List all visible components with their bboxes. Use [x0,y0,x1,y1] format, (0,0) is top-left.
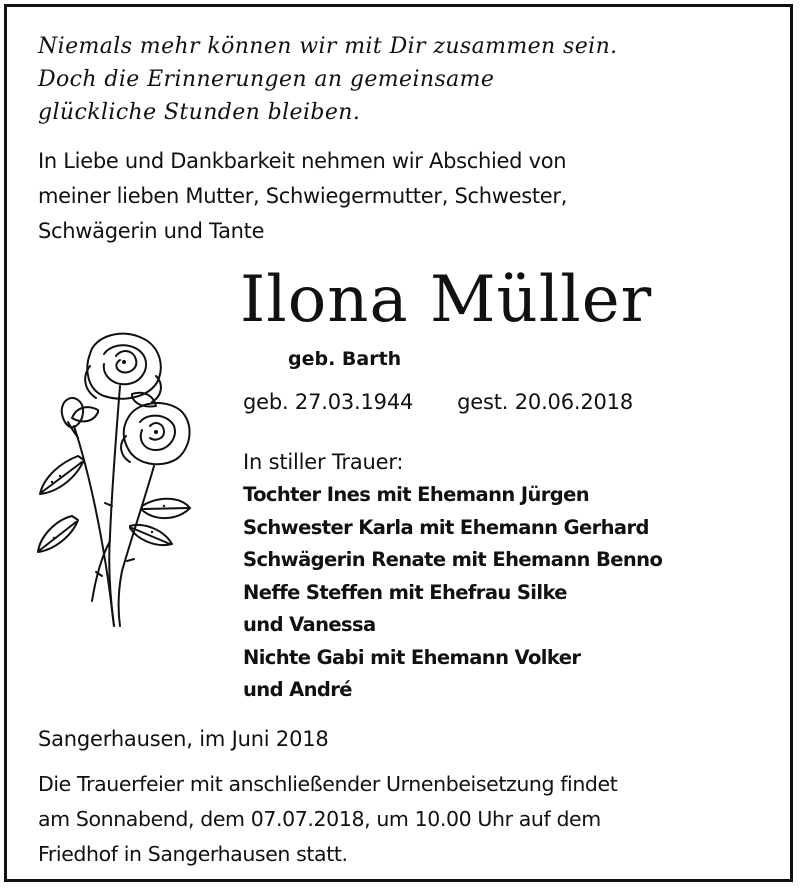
mourner-line: und André [243,678,352,701]
place-and-date: Sangerhausen, im Juni 2018 [38,727,329,751]
mourners-list [243,479,662,707]
intro-line: In Liebe und Dankbarkeit nehmen wir Abschied von [38,149,567,173]
poem-line: Doch die Erinnerungen an gemeinsame [38,67,495,92]
service-line: Die Trauerfeier mit anschließender Urnenbeisetzung findet [38,772,618,796]
mourner-line: Neffe Steffen mit Ehefrau Silke [243,580,567,604]
service-line: Friedhof in Sangerhausen statt. [38,842,348,866]
funeral-service-info [38,767,617,872]
mourner-line: und Vanessa [243,613,376,636]
roses-illustration-icon [32,326,202,636]
birth-date: geb. 27.03.1944 [243,390,414,414]
deceased-name: Ilona Müller [240,263,653,337]
service-line: am Sonnabend, dem 07.07.2018, um 10.00 Uhr auf dem [38,807,601,831]
life-dates [243,385,633,419]
intro-line: meiner lieben Mutter, Schwiegermutter, Schwester, [38,184,568,208]
mourner-line: Nichte Gabi mit Ehemann Volker [243,645,581,669]
mourner-line: Schwägerin Renate mit Ehemann Benno [243,548,663,571]
mourner-line: Tochter Ines mit Ehemann Jürgen [243,483,590,506]
maiden-name: geb. Barth [288,348,402,370]
mourning-label: In stiller Trauer: [243,450,404,474]
death-date: gest. 20.06.2018 [457,390,633,414]
poem [38,30,618,129]
intro-line: Schwägerin und Tante [38,219,265,243]
farewell-intro [38,144,567,249]
poem-line: glückliche Stunden bleiben. [38,100,361,125]
poem-line: Niemals mehr können wir mit Dir zusammen sein. [38,34,618,59]
mourner-line: Schwester Karla mit Ehemann Gerhard [243,515,649,539]
